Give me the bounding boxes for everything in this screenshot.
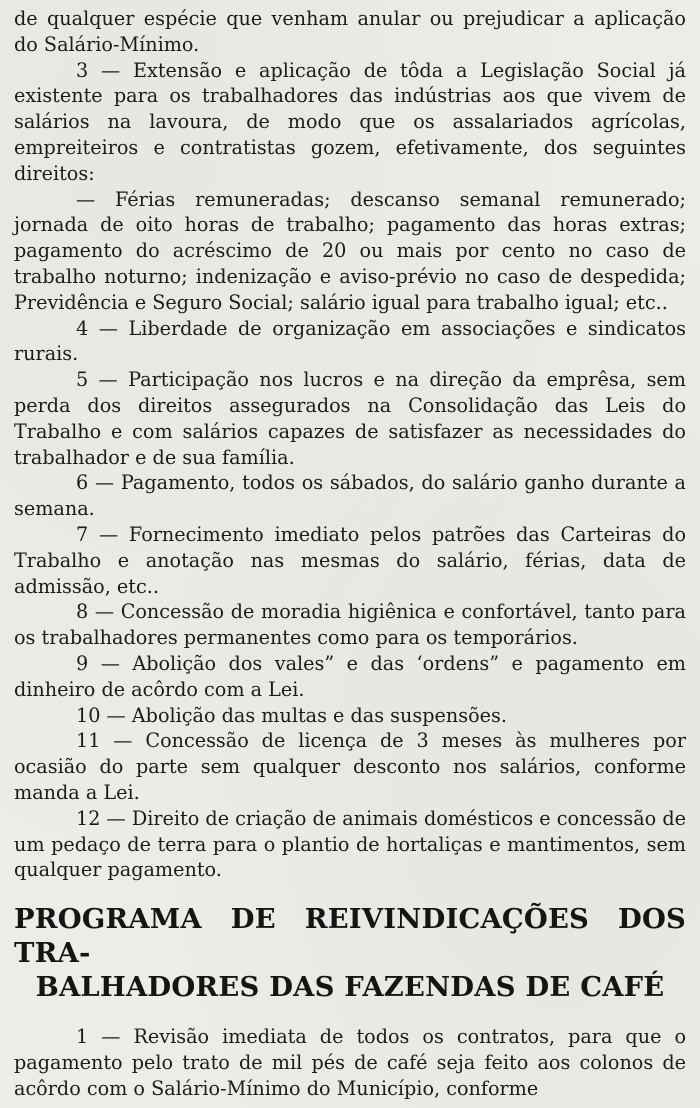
paragraph-item-5: 5 — Participação nos lucros e na direção da emprêsa, sem perda dos direitos assegurados na Consolidação das Leis do Trabalho e com salários capazes de satisfazer as necessidades do trabalhador e de sua família. — [14, 368, 686, 469]
paragraph-item-9: 9 — Abolição dos vales” e das ‘ordens” e pagamento em dinheiro de acôrdo com a Lei. — [14, 651, 686, 701]
paragraph-item-10: 10 — Abolição das multas e das suspensões. — [76, 703, 507, 727]
paragraph-coffee-item-1: 1 — Revisão imediata de todos os contratos, para que o pagamento pelo trato de mil pés de café seja feito aos colonos de acôrdo com o Salário-Mínimo do Município, conforme — [14, 1025, 686, 1100]
top-paragraphs — [14, 6, 686, 883]
paragraph-item-6: 6 — Pagamento, todos os sábados, do salário ganho durante a semana. — [14, 471, 686, 521]
paragraph-item-4: 4 — Liberdade de organização em associações e sindicatos rurais. — [14, 316, 686, 366]
paragraph-item-3-rights: — Férias remuneradas; descanso semanal remunerado; jornada de oito horas de trabalho; pagamento das horas extras; pagamento do acréscimo de 20 ou mais por cento no caso de trabalho noturno; indenização e aviso-prévio no caso de despedida; Previdência e Seguro Social; salário igual para trabalho igual; etc.. — [14, 187, 686, 314]
paragraph-continuation: de qualquer espécie que venham anular ou prejudicar a aplicação do Salário-Mínimo. — [14, 7, 686, 56]
paragraph-item-7: 7 — Fornecimento imediato pelos patrões das Carteiras do Trabalho e anotação nas mesmas do salário, férias, data de admissão, etc.. — [14, 522, 686, 598]
bottom-paragraphs — [14, 1024, 686, 1101]
paragraph-item-12: 12 — Direito de criação de animais domésticos e concessão de um pedaço de terra para o plantio de hortaliças e mantimentos, sem qualquer pagamento. — [14, 806, 686, 882]
paragraph-item-3: 3 — Extensão e aplicação de tôda a Legislação Social já existente para os trabalhadores das indústrias aos que vivem de salários na lavoura, de modo que os assalariados agrícolas, empreiteiros e contratistas gozem, efetivamente, dos seguintes direitos: — [14, 58, 686, 185]
paragraph-item-11: 11 — Concessão de licença de 3 meses às mulheres por ocasião do parte sem qualquer desconto nos salários, conforme manda a Lei. — [14, 729, 686, 804]
section-heading — [14, 902, 686, 1004]
section-heading-line-2: BALHADORES DAS FAZENDAS DE CAFÉ — [35, 971, 665, 1004]
section-heading-line-1: PROGRAMA DE REIVINDICAÇÕES DOS TRA- — [14, 903, 686, 970]
paragraph-item-8: 8 — Concessão de moradia higiênica e confortável, tanto para os trabalhadores permanentes como para os temporários. — [14, 600, 686, 650]
